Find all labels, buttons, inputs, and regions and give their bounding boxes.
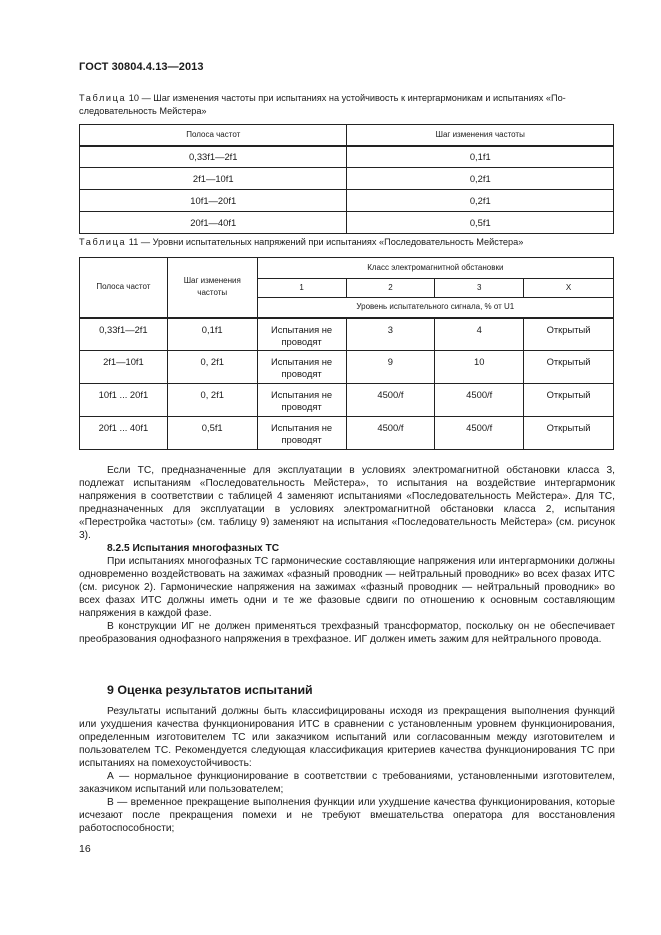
table10-cell: 0,2f1 (347, 168, 614, 190)
table11-label: Таблица (79, 237, 127, 247)
table11-cell: Открытый (524, 384, 614, 417)
subsection-heading: 8.2.5 Испытания многофазных ТС (107, 543, 280, 554)
table11-cell: 4500/f (435, 384, 524, 417)
table10-cell: 20f1—40f1 (80, 212, 347, 234)
table11-cell: 0,33f1—2f1 (80, 318, 168, 351)
table11-class-1: 1 (257, 279, 346, 298)
table10-header-step: Шаг изменения частоты (347, 125, 614, 146)
table10-label: Таблица (79, 93, 127, 103)
table11-cell: Открытый (524, 351, 614, 384)
paragraph: При испытаниях многофазных ТС гармонические составляющие напряжения или интергармоники должны одновременно воздействовать на зажимах «фазный проводник — нейтральный проводник» во всех фазах ИТС (см. рисунок 2). Гармонические напряжения на зажимах «фазный проводник — нейтральный проводник» во всех фазах ИТС должны иметь одни и те же фазовые сдвиги по отношению к основным составляющим напряжения в каждой фазе. (79, 556, 615, 619)
table11-cell: 2f1—10f1 (80, 351, 168, 384)
table11-caption-text: 11 — Уровни испытательных напряжений при испытаниях «Последовательность Мейстера» (128, 237, 524, 247)
table10-cell: 0,2f1 (347, 190, 614, 212)
table11-class-3: 3 (435, 279, 524, 298)
page-number: 16 (79, 843, 91, 855)
table11-cell: 9 (346, 351, 435, 384)
paragraph: Если ТС, предназначенные для эксплуатации в условиях электромагнитной обстановки класса 3, подлежат испытаниям «Последовательность Мейстера», то испытания на воздействие интергармоник напряжения в соответствии с таблицей 4 заменяют испытаниями «Последовательность Мейстера». Для ТС, предназначенных для эксплуатации в условиях электромагнитной обстановки класса 2, испытания «Перестройка частоты» (см. таблицу 9) заменяют на испытания «Последовательность Мейстера» (см. рисунок 3). (79, 465, 615, 541)
table11-cell: 4500/f (435, 417, 524, 450)
table11-cell: Испытания не проводят (257, 351, 346, 384)
table11-cell: 4500/f (346, 384, 435, 417)
table11-cell: 0,1f1 (167, 318, 257, 351)
table11-cell: 0,5f1 (167, 417, 257, 450)
table11-cell: 0, 2f1 (167, 384, 257, 417)
table11-cell: 10f1 ... 20f1 (80, 384, 168, 417)
table11 (79, 257, 614, 450)
table11-header-band: Полоса частот (80, 258, 168, 318)
table10-cell: 0,1f1 (347, 146, 614, 168)
table10-caption (79, 92, 619, 118)
table11-caption (79, 236, 619, 249)
table11-cell: 3 (346, 318, 435, 351)
table11-class-x: X (524, 279, 614, 298)
table10-cell: 10f1—20f1 (80, 190, 347, 212)
table11-cell: 4 (435, 318, 524, 351)
paragraph: Результаты испытаний должны быть классифицированы исходя из прекращения выполнения функций или ухудшения качества функционирования ИТС в сравнении с установленным уровнем функционирования, определенным изготовителем ТС или заказчиком испытаний или согласованным между изготовителем и пользователем ТС. Рекомендуется следующая классификация критериев качества функционирования ТС при испытаниях на помехоустойчивость: (79, 706, 615, 769)
body-text-block-1 (79, 464, 615, 646)
table11-cell: Испытания не проводят (257, 417, 346, 450)
table11-cell: Испытания не проводят (257, 384, 346, 417)
table10-cell: 0,5f1 (347, 212, 614, 234)
paragraph: В — временное прекращение выполнения функции или ухудшение качества функционирования, которые исчезают после прекращения помехи и не требуют вмешательства оператора для восстановления работоспособности; (79, 797, 615, 834)
table11-level-label: Уровень испытательного сигнала, % от U1 (257, 298, 613, 318)
body-text-block-2 (79, 705, 615, 835)
table11-cell: 10 (435, 351, 524, 384)
table11-cell: 0, 2f1 (167, 351, 257, 384)
table11-header-class: Класс электромагнитной обстановки (257, 258, 613, 279)
table11-class-2: 2 (346, 279, 435, 298)
table10 (79, 124, 614, 234)
table11-cell: 20f1 ... 40f1 (80, 417, 168, 450)
table11-cell: Открытый (524, 417, 614, 450)
table10-cell: 0,33f1—2f1 (80, 146, 347, 168)
table11-cell: Испытания не проводят (257, 318, 346, 351)
document-header: ГОСТ 30804.4.13—2013 (79, 61, 204, 73)
section-heading: 9 Оценка результатов испытаний (107, 683, 313, 697)
table10-cell: 2f1—10f1 (80, 168, 347, 190)
paragraph: А — нормальное функционирование в соответствии с требованиями, установленными изготовителем, заказчиком испытаний или пользователем; (79, 771, 615, 795)
table10-header-band: Полоса частот (80, 125, 347, 146)
table11-cell: Открытый (524, 318, 614, 351)
table10-caption-text: 10 — Шаг изменения частоты при испытаниях на устойчивость к интергармоникам и испытаниях «По-следовательность Мейстера» (79, 93, 566, 116)
table11-cell: 4500/f (346, 417, 435, 450)
table11-header-step: Шаг изменения частоты (167, 258, 257, 318)
paragraph: В конструкции ИГ не должен применяться трехфазный трансформатор, поскольку он не обеспечивает преобразования однофазного напряжения в трехфазное. ИГ должен иметь зажим для нейтрального провода. (79, 621, 615, 645)
